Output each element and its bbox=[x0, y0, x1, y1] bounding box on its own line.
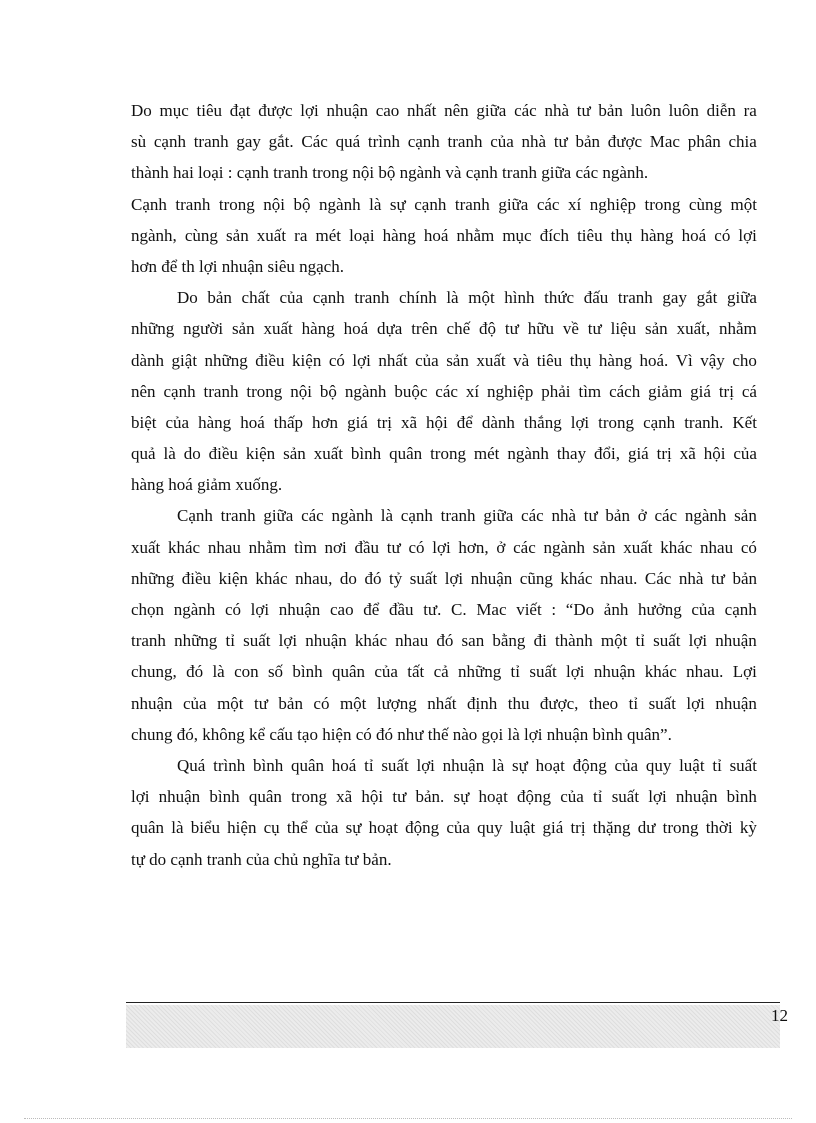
paragraph-line: chung đó, không kể cấu tạo hiện có đó như thế nào gọi là lợi nhuận bình quân”. bbox=[131, 724, 672, 744]
paragraph-line: tự do cạnh tranh của chủ nghĩa tư bản. bbox=[131, 849, 392, 869]
paragraph-line: hơn để th lợi nhuận siêu ngạch. bbox=[131, 256, 344, 276]
paragraph bbox=[131, 500, 757, 750]
paragraph-line: xuất khác nhau nhằm tìm nơi đầu tư có lợi hơn, ở các ngành sản xuất khác nhau có bbox=[131, 537, 757, 557]
paragraph-line: biệt của hàng hoá thấp hơn giá trị xã hội để dành thắng lợi trong cạnh tranh. Kết bbox=[131, 412, 757, 432]
footer-band bbox=[126, 1005, 780, 1048]
paragraph bbox=[131, 189, 757, 283]
paragraph-line: dành giật những điều kiện có lợi nhất của sản xuất và tiêu thụ hàng hoá. Vì vậy cho bbox=[131, 350, 757, 370]
paragraph-line: quả là do điều kiện sản xuất bình quân trong mét ngành thay đổi, giá trị xã hội của bbox=[131, 444, 757, 464]
paragraph-line: những điều kiện khác nhau, do đó tỷ suất lợi nhuận cũng khác nhau. Các nhà tư bản bbox=[131, 568, 757, 588]
paragraph-line: chung, đó là con số bình quân của tất cả những tỉ suất lợi nhuận khác nhau. Lợi bbox=[131, 662, 757, 682]
paragraph-line: Cạnh tranh trong nội bộ ngành là sự cạnh tranh giữa các xí nghiệp trong cùng một bbox=[131, 194, 757, 214]
paragraph-line: Quá trình bình quân hoá tỉ suất lợi nhuận là sự hoạt động của quy luật tỉ suất bbox=[177, 755, 757, 775]
paragraph-line: lợi nhuận bình quân trong xã hội tư bản. sự hoạt động của tỉ suất lợi nhuận bình bbox=[131, 787, 757, 807]
paragraph-line: thành hai loại : cạnh tranh trong nội bộ ngành và cạnh tranh giữa các ngành. bbox=[131, 163, 649, 183]
paragraph-line: Do bản chất của cạnh tranh chính là một hình thức đấu tranh gay gắt giữa bbox=[177, 288, 757, 308]
page-body bbox=[131, 95, 757, 875]
paragraph bbox=[131, 750, 757, 875]
paragraph bbox=[131, 95, 757, 189]
paragraph-line: quân là biểu hiện cụ thể của sự hoạt động của quy luật giá trị thặng dư trong thời kỳ bbox=[131, 818, 757, 838]
page-number: 12 bbox=[771, 1006, 788, 1025]
paragraph-line: hàng hoá giảm xuống. bbox=[131, 475, 283, 495]
paragraph-line: Do mục tiêu đạt được lợi nhuận cao nhất nên giữa các nhà tư bản luôn luôn diễn ra bbox=[131, 101, 757, 120]
paragraph-line: chọn ngành có lợi nhuận cao để đầu tư. C. Mac viết : “Do ảnh hưởng của cạnh bbox=[131, 600, 757, 619]
paragraph-line: Cạnh tranh giữa các ngành là cạnh tranh giữa các nhà tư bản ở các ngành sản bbox=[177, 506, 757, 526]
paragraph-line: nhuận của một tư bản có một lượng nhất định thu được, theo tỉ suất lợi nhuận bbox=[131, 693, 757, 713]
paragraph-line: nên cạnh tranh trong nội bộ ngành buộc các xí nghiệp phải tìm cách giảm giá trị cá bbox=[131, 381, 757, 401]
paragraph-line: tranh những tỉ suất lợi nhuận khác nhau đó san bằng đi thành một tỉ suất lợi nhuận bbox=[131, 631, 757, 651]
paragraph-line: sù cạnh tranh gay gắt. Các quá trình cạnh tranh của nhà tư bản được Mac phân chia bbox=[131, 132, 757, 152]
paragraph-line: ngành, cùng sản xuất ra mét loại hàng hoá nhằm mục đích tiêu thụ hàng hoá có lợi bbox=[131, 225, 757, 245]
paragraph-line: những người sản xuất hàng hoá dựa trên chế độ tư hữu về tư liệu sản xuất, nhằm bbox=[131, 319, 757, 339]
paragraph bbox=[131, 282, 757, 500]
footer-divider bbox=[126, 1002, 780, 1003]
page-bottom-dotted-edge bbox=[24, 1118, 792, 1120]
